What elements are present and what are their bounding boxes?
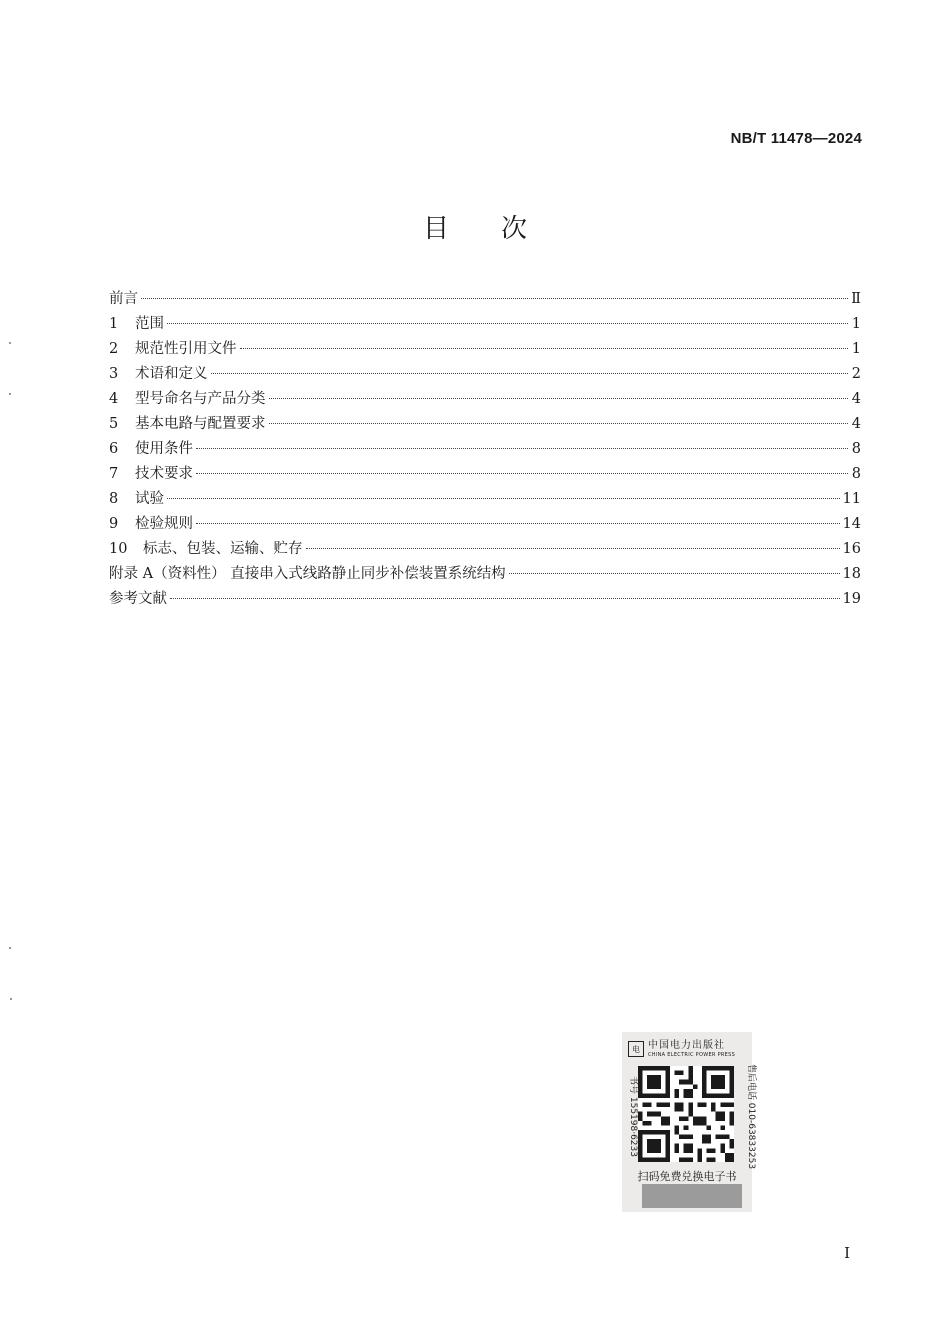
toc-entry-page: 1 (851, 316, 861, 332)
toc-entry-label: 前言 (109, 291, 138, 307)
toc-entry-label: 标志、包装、运输、贮存 (143, 541, 303, 557)
dot-leader (196, 447, 848, 449)
dot-leader (196, 472, 848, 474)
toc-entry-number: 8 (109, 491, 119, 507)
table-of-contents (109, 287, 861, 612)
dot-leader (141, 297, 848, 299)
toc-entry-page: 11 (842, 491, 861, 507)
toc-entry-label: 附录 A（资料性） 直接串入式线路静止同步补偿装置系统结构 (109, 566, 506, 582)
dot-leader (269, 422, 849, 424)
toc-entry[interactable] (109, 537, 861, 562)
toc-entry[interactable] (109, 437, 861, 462)
service-phone-text: 售后电话 010-63833253 (746, 1063, 757, 1170)
qr-code-icon[interactable] (638, 1066, 734, 1162)
dot-leader (167, 322, 848, 324)
toc-entry[interactable] (109, 312, 861, 337)
toc-entry[interactable] (109, 412, 861, 437)
toc-entry-page: 2 (851, 366, 861, 382)
qr-code-sticker (622, 1032, 757, 1212)
toc-entry[interactable] (109, 487, 861, 512)
scan-speck (9, 342, 11, 344)
dot-leader (211, 372, 849, 374)
toc-entry[interactable] (109, 362, 861, 387)
publisher-logo-icon: 电 (628, 1041, 644, 1057)
dot-leader (306, 547, 840, 549)
book-number-text: 书号 155198·6233 (627, 1076, 638, 1157)
toc-entry-page: 1 (851, 341, 861, 357)
toc-entry[interactable] (109, 587, 861, 612)
toc-entry-label: 检验规则 (135, 516, 193, 532)
toc-entry-label: 参考文献 (109, 591, 167, 607)
toc-entry-label: 基本电路与配置要求 (135, 416, 266, 432)
toc-entry[interactable] (109, 562, 861, 587)
dot-leader (196, 522, 840, 524)
scan-speck (10, 998, 12, 1000)
toc-entry-label: 术语和定义 (135, 366, 208, 382)
toc-entry-number: 2 (109, 341, 119, 357)
toc-entry[interactable] (109, 462, 861, 487)
dot-leader (269, 397, 849, 399)
toc-entry-label: 范围 (135, 316, 164, 332)
toc-entry-number: 5 (109, 416, 119, 432)
toc-entry[interactable] (109, 287, 861, 312)
page-number: I (844, 1244, 850, 1262)
toc-entry-number: 3 (109, 366, 119, 382)
toc-entry-label: 技术要求 (135, 466, 193, 482)
toc-entry-page: 16 (842, 541, 861, 557)
toc-entry-page: Ⅱ (851, 291, 861, 307)
toc-entry[interactable] (109, 512, 861, 537)
scratch-off-code-area (642, 1184, 742, 1208)
qr-caption: 扫码免费兑换电子书 (637, 1170, 737, 1183)
publisher-logo (628, 1038, 746, 1060)
title-char-2: 次 (501, 214, 528, 244)
toc-entry-page: 14 (842, 516, 861, 532)
scan-speck (9, 947, 11, 949)
toc-entry[interactable] (109, 337, 861, 362)
toc-entry-label: 使用条件 (135, 441, 193, 457)
title-char-1: 目 (422, 214, 449, 244)
page-title (0, 208, 950, 245)
toc-entry-number: 4 (109, 391, 119, 407)
toc-entry-number: 1 (109, 316, 119, 332)
dot-leader (509, 572, 840, 574)
dot-leader (170, 597, 840, 599)
dot-leader (240, 347, 849, 349)
publisher-name-cn: 中国电力出版社 (648, 1039, 725, 1051)
toc-entry-label: 型号命名与产品分类 (135, 391, 266, 407)
toc-entry-page: 4 (851, 391, 861, 407)
toc-entry-page: 8 (851, 466, 861, 482)
toc-entry-number: 6 (109, 441, 119, 457)
toc-entry-page: 19 (842, 591, 861, 607)
standard-code: NB/T 11478—2024 (730, 130, 862, 147)
publisher-name-en: CHINA ELECTRIC POWER PRESS (648, 1051, 736, 1058)
toc-entry-page: 4 (851, 416, 861, 432)
toc-entry[interactable] (109, 387, 861, 412)
toc-entry-label: 规范性引用文件 (135, 341, 237, 357)
toc-entry-label: 试验 (135, 491, 164, 507)
toc-entry-number: 7 (109, 466, 119, 482)
toc-entry-page: 18 (842, 566, 861, 582)
toc-entry-number: 9 (109, 516, 119, 532)
scan-speck (9, 393, 11, 395)
toc-entry-page: 8 (851, 441, 861, 457)
dot-leader (167, 497, 840, 499)
toc-entry-number: 10 (109, 541, 128, 557)
